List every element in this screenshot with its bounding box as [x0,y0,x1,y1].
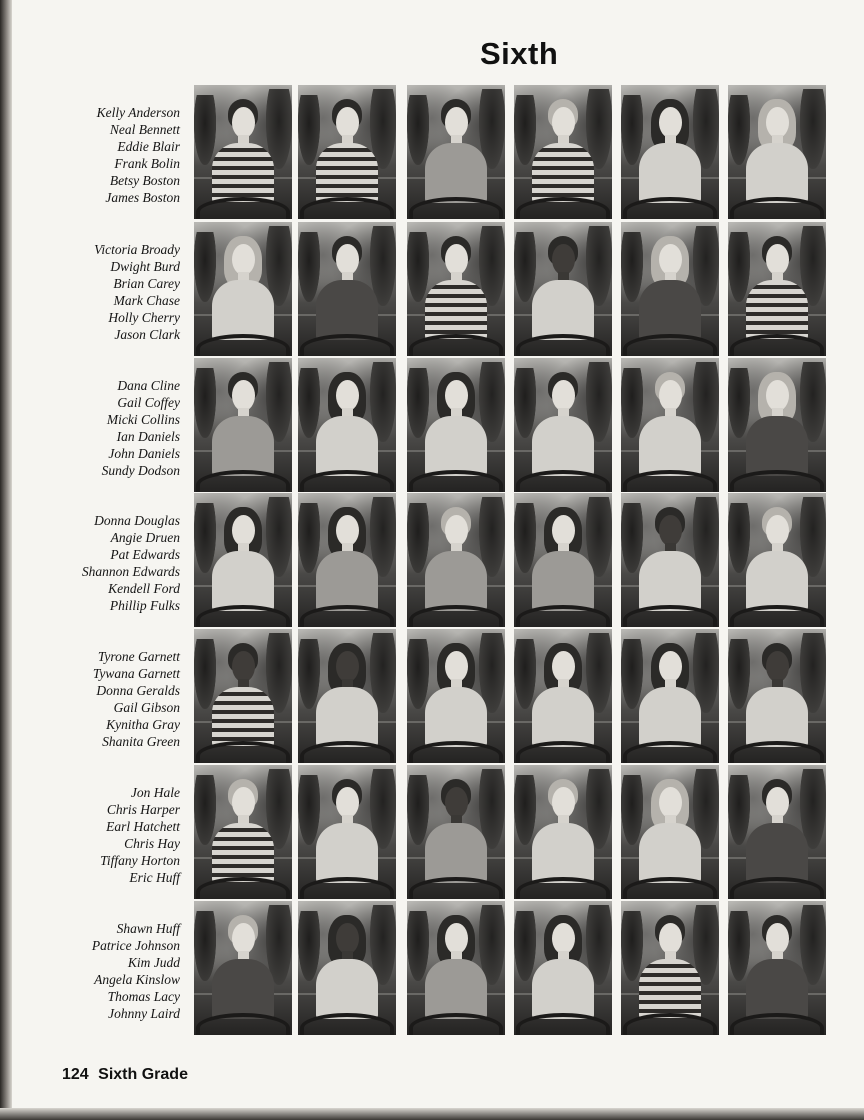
student-name: Betsy Boston [109,172,180,188]
student-name: Ian Daniels [116,428,180,444]
student-portrait-photo [621,901,719,1035]
student-name-list [20,105,180,206]
student-name-list [20,785,180,886]
portrait-row [0,765,864,899]
student-name: Micki Collins [106,411,180,427]
student-name: Earl Hatchett [106,818,180,834]
student-name: Neal Bennett [109,121,180,137]
student-portrait-photo [194,85,292,219]
page-title-text: Sixth [480,36,559,71]
student-portrait-photo [514,85,612,219]
student-name: Johnny Laird [108,1005,180,1021]
student-portrait-photo [621,765,719,899]
student-name: Pat Edwards [110,546,180,562]
student-name: Kelly Anderson [96,105,180,120]
student-name: Jon Hale [130,785,180,800]
page-number: 124 [62,1066,89,1083]
student-name: Brian Carey [113,275,180,291]
student-portrait-photo [621,493,719,627]
student-portrait-photo [728,901,826,1035]
page-edge-bottom [0,1108,864,1120]
student-name: Gail Coffey [117,394,180,410]
page-footer [62,1066,193,1090]
student-name-list [20,378,180,479]
portrait-row [0,358,864,492]
student-name: James Boston [105,189,180,205]
student-name: Kim Judd [127,954,180,970]
student-name: Dana Cline [117,378,180,393]
portrait-row [0,222,864,356]
student-portrait-photo [728,493,826,627]
student-portrait-photo [194,765,292,899]
student-name: Thomas Lacy [107,988,180,1004]
student-portrait-photo [194,358,292,492]
student-name: Patrice Johnson [91,937,180,953]
student-name: Holly Cherry [108,309,180,325]
student-name: Victoria Broady [94,242,180,257]
student-portrait-photo [298,901,396,1035]
student-portrait-photo [407,358,505,492]
student-name: Kendell Ford [108,580,180,596]
student-portrait-photo [621,629,719,763]
student-portrait-photo [728,85,826,219]
student-name: Tyrone Garnett [97,649,180,664]
student-portrait-photo [194,222,292,356]
student-name-list [20,242,180,343]
student-portrait-photo [194,493,292,627]
student-name: Shannon Edwards [81,563,180,579]
student-name: Donna Geralds [96,682,180,698]
student-name: Chris Harper [106,801,180,817]
student-name: Angie Druen [110,529,180,545]
student-name: Tiffany Horton [100,852,180,868]
student-name: Dwight Burd [110,258,180,274]
student-name: Angela Kinslow [94,971,180,987]
student-name: John Daniels [108,445,180,461]
student-portrait-photo [621,358,719,492]
student-portrait-photo [407,901,505,1035]
student-portrait-photo [298,493,396,627]
student-portrait-photo [514,901,612,1035]
student-name-list [20,513,180,614]
student-portrait-photo [621,85,719,219]
portrait-row [0,901,864,1035]
student-portrait-photo [407,85,505,219]
student-portrait-photo [194,629,292,763]
student-portrait-photo [194,901,292,1035]
student-portrait-photo [514,222,612,356]
student-portrait-photo [407,222,505,356]
student-portrait-photo [514,765,612,899]
student-portrait-photo [728,358,826,492]
student-portrait-photo [407,629,505,763]
student-name: Jason Clark [114,326,180,342]
section-label: Sixth Grade [98,1066,188,1083]
student-portrait-photo [298,85,396,219]
student-name: Tywana Garnett [92,665,180,681]
student-name: Mark Chase [113,292,180,308]
student-portrait-photo [514,629,612,763]
student-name: Eddie Blair [117,138,180,154]
student-portrait-photo [728,765,826,899]
student-portrait-photo [298,765,396,899]
student-name: Shanita Green [102,733,180,749]
student-portrait-photo [514,493,612,627]
portrait-row [0,85,864,219]
student-name-list [20,649,180,750]
student-portrait-photo [298,358,396,492]
student-name: Gail Gibson [113,699,180,715]
page-title [0,36,864,80]
student-portrait-photo [728,629,826,763]
student-name: Sundy Dodson [101,462,180,478]
student-name: Donna Douglas [94,513,180,528]
student-name: Phillip Fulks [109,597,180,613]
student-portrait-photo [298,222,396,356]
student-portrait-photo [728,222,826,356]
student-name: Frank Bolin [114,155,180,171]
student-name-list [20,921,180,1022]
student-portrait-photo [514,358,612,492]
student-portrait-photo [407,765,505,899]
portrait-row [0,493,864,627]
student-portrait-photo [621,222,719,356]
portrait-row [0,629,864,763]
student-name: Shawn Huff [116,921,180,936]
student-portrait-photo [298,629,396,763]
student-portrait-photo [407,493,505,627]
student-name: Eric Huff [129,869,180,885]
student-name: Kynitha Gray [106,716,180,732]
student-name: Chris Hay [124,835,180,851]
